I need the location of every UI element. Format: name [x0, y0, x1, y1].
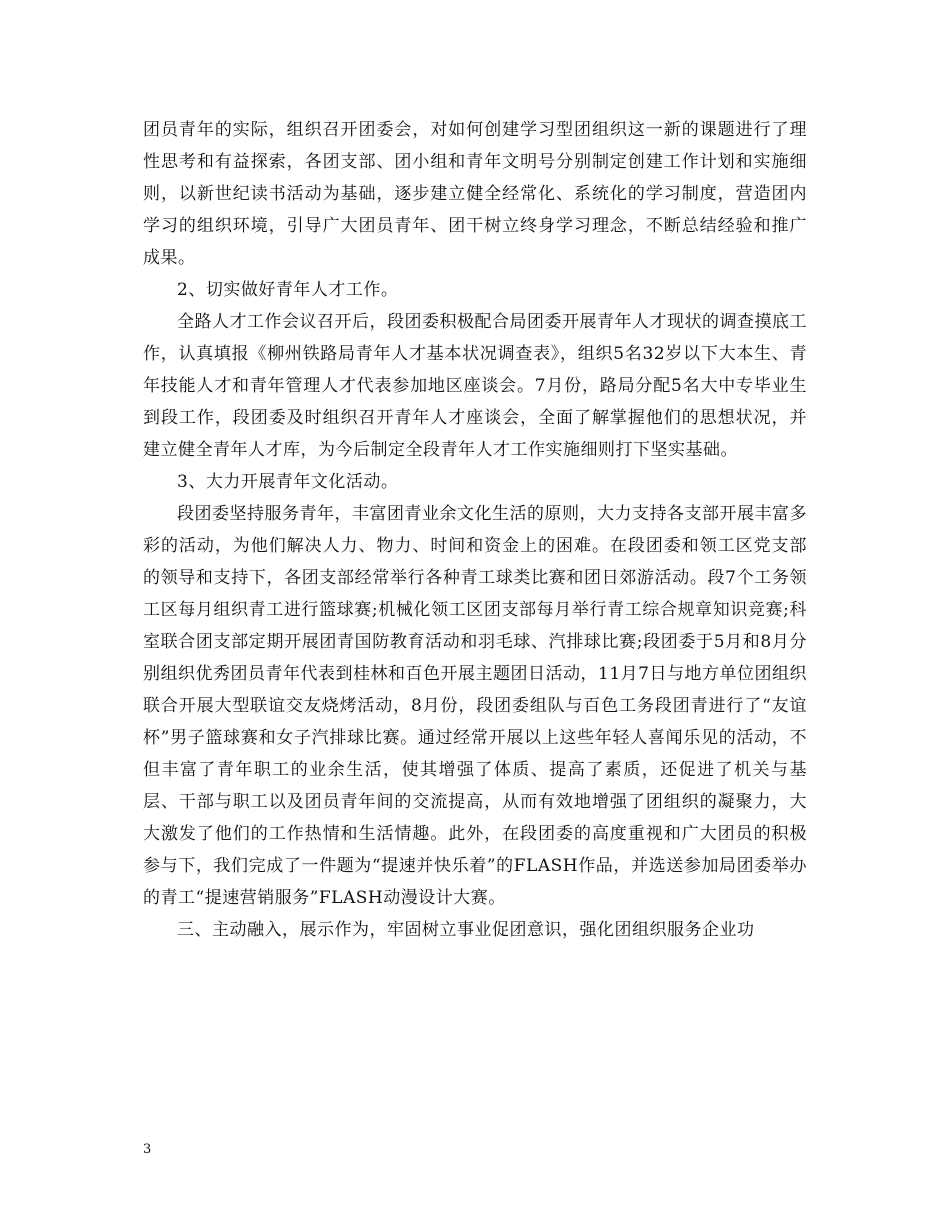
section-heading-2: 2、切实做好青年人才工作。	[177, 280, 399, 300]
section-heading-three: 三、主动融入，展示作为，牢固树立事业促团意识，强化团组织服务企业功	[177, 920, 755, 940]
paragraph-culture-activities: 段团委坚持服务青年，丰富团青业余文化生活的原则，大力支持各支部开展丰富多彩的活动，为他们解决人力、物力、时间和资金上的困难。在段团委和领工区党支部的领导和支持下，各团支部经常举行各种青工球类比赛和团日郊游活动。段7个工务领工区每月组织青工进行篮球赛;机械化领工区团支部每月举行青工综合规章知识竞赛;科室联合团支部定期开展团青国防教育活动和羽毛球、汽排球比赛;段团委于5月和8月分别组织优秀团员青年代表到桂林和百色开展主题团日活动，11月7日与地方单位团组织联合开展大型联谊交友烧烤活动，8月份，段团委组队与百色工务段团青进行了“友谊杯”男子篮球赛和女子汽排球比赛。通过经常开展以上这些年轻人喜闻乐见的活动，不但丰富了青年职工的业余生活，使其增强了体质、提高了素质，还促进了机关与基层、干部与职工以及团员青年间的交流提高，从而有效地增强了团组织的凝聚力，大大激发了他们的工作热情和生活情趣。此外，在段团委的高度重视和广大团员的积极参与下，我们完成了一件题为“提速并快乐着”的FLASH作品，并选送参加局团委举办的青工“提速营销服务”FLASH动漫设计大赛。	[143, 504, 807, 908]
section-heading-3: 3、大力开展青年文化活动。	[177, 472, 399, 492]
paragraph-talent-work: 全路人才工作会议召开后，段团委积极配合局团委开展青年人才现状的调查摸底工作，认真填报《柳州铁路局青年人才基本状况调查表》，组织5名32岁以下大本生、青年技能人才和青年管理人才代表参加地区座谈会。7月份，路局分配5名大中专毕业生到段工作，段团委及时组织召开青年人才座谈会，全面了解掌握他们的思想状况，并建立健全青年人才库，为今后制定全段青年人才工作实施细则打下坚实基础。	[143, 312, 807, 460]
page-number: 3	[143, 1142, 152, 1157]
document-body	[143, 114, 807, 946]
paragraph-continuation: 团员青年的实际，组织召开团委会，对如何创建学习型团组织这一新的课题进行了理性思考和有益探索，各团支部、团小组和青年文明号分别制定创建工作计划和实施细则，以新世纪读书活动为基础，逐步建立健全经常化、系统化的学习制度，营造团内学习的组织环境，引导广大团员青年、团干树立终身学习理念，不断总结经验和推广成果。	[143, 120, 807, 268]
